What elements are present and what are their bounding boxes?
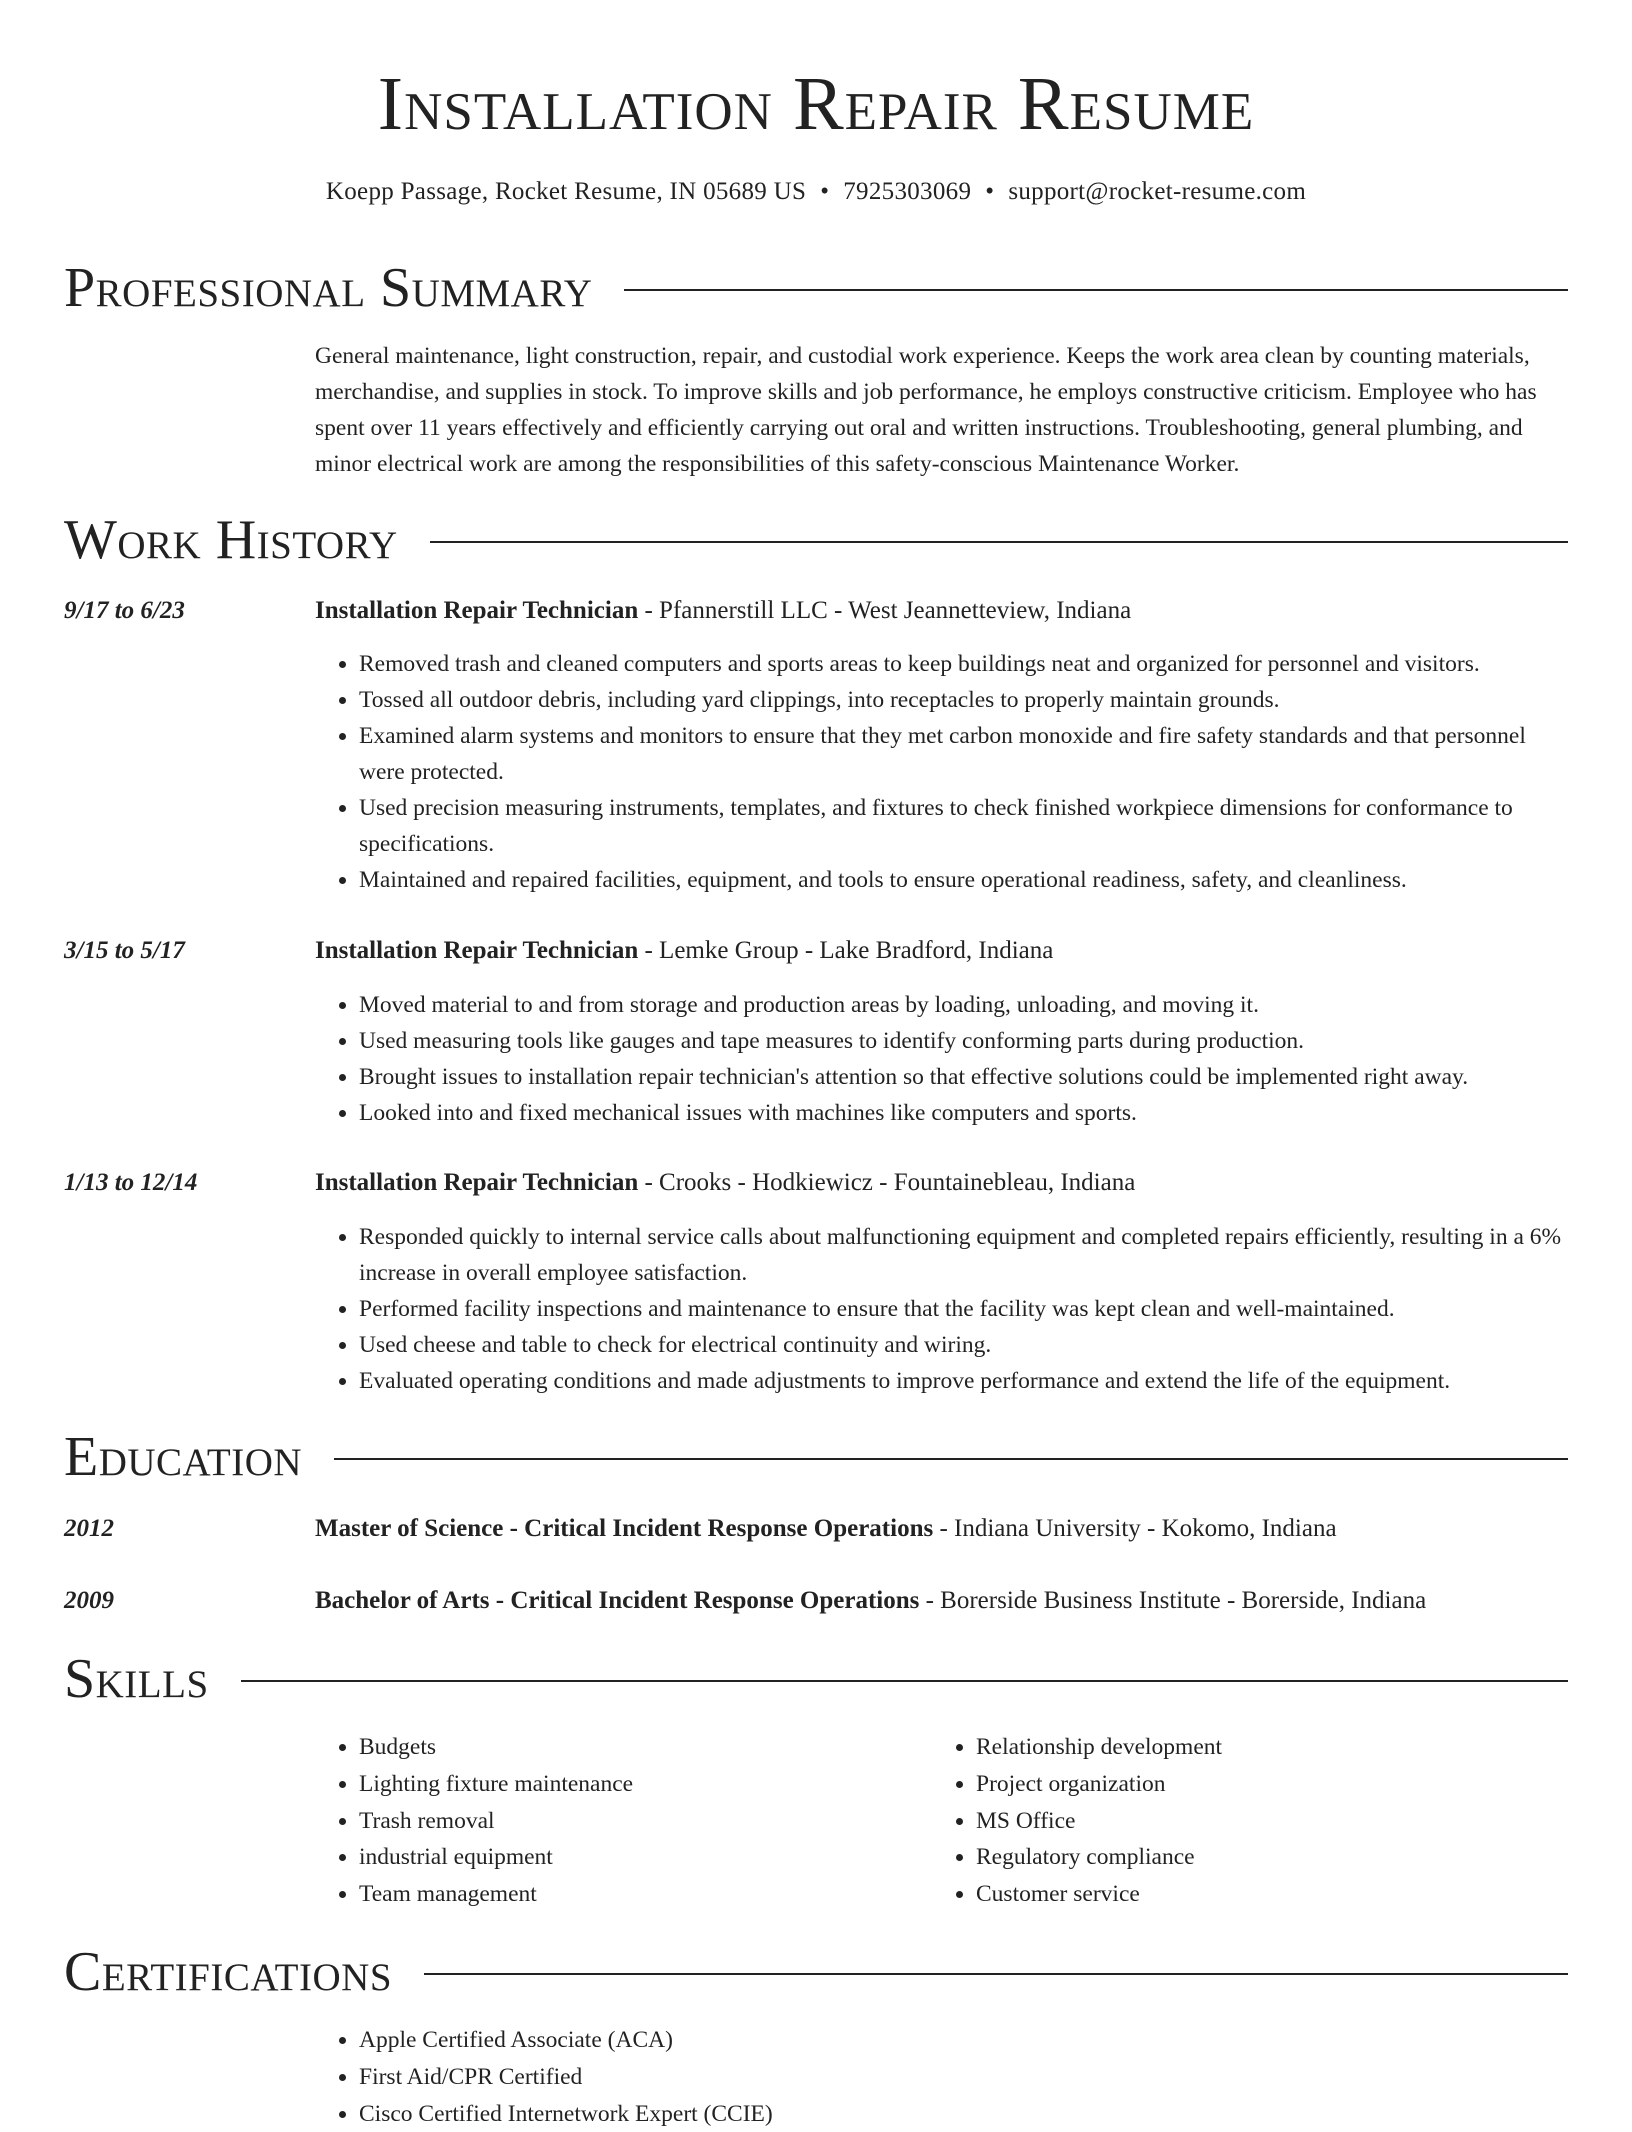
list-item: • Brought issues to installation repair technician's attention so that effective solutions could be implemented right away. [359, 1059, 1577, 1095]
education-year: 2012 [64, 1511, 114, 1547]
list-item: • Used cheese and table to check for electrical continuity and wiring. [359, 1327, 1577, 1363]
section-header-education [64, 1425, 1568, 1489]
section-title: Work History [64, 508, 398, 572]
job-heading [315, 933, 1053, 969]
certification-item: • Cisco Certified Internetwork Expert (CCIE) [359, 2096, 773, 2132]
section-divider [424, 1973, 1568, 1975]
certification-item: • Apple Certified Associate (ACA) [359, 2022, 773, 2059]
list-item: • Used measuring tools like gauges and tape measures to identify conforming parts during production. [359, 1023, 1577, 1059]
skill-item: • Relationship development [976, 1729, 1222, 1766]
skill-item: • Team management [359, 1876, 633, 1913]
list-item: • Used precision measuring instruments, templates, and fixtures to check finished workpiece dimensions for conformance to specifications. [359, 790, 1577, 862]
job-bullets [315, 646, 1577, 898]
job-heading [315, 1165, 1135, 1201]
job-title: Installation Repair Technician [315, 937, 638, 964]
skill-item: • Regulatory compliance [976, 1839, 1222, 1876]
contact-line [0, 176, 1632, 208]
list-item: • Responded quickly to internal service calls about malfunctioning equipment and completed repairs efficiently, resulting in a 6% increase in overall employee satisfaction. [359, 1219, 1577, 1291]
education-heading [315, 1511, 1337, 1547]
resume-title: Installation Repair Resume [0, 62, 1632, 146]
list-item: • Maintained and repaired facilities, equipment, and tools to ensure operational readiness, safety, and cleanliness. [359, 862, 1577, 898]
education-heading [315, 1583, 1426, 1619]
skills-list-left [315, 1729, 633, 1913]
job-details: - Lemke Group - Lake Bradford, Indiana [638, 937, 1053, 964]
section-header-skills [64, 1647, 1568, 1711]
education-degree: Bachelor of Arts - Critical Incident Response Operations [315, 1587, 919, 1614]
contact-separator: • [971, 176, 1008, 208]
job-dates: 1/13 to 12/14 [64, 1165, 197, 1201]
job-details: - Crooks - Hodkiewicz - Fountainebleau, Indiana [638, 1169, 1135, 1196]
job-bullets [315, 1219, 1577, 1399]
contact-email: support@rocket-resume.com [1008, 178, 1306, 205]
section-divider [430, 541, 1568, 543]
list-item: • Examined alarm systems and monitors to ensure that they met carbon monoxide and fire safety standards and that personnel were protected. [359, 718, 1577, 790]
section-title: Certifications [64, 1940, 392, 2004]
section-divider [624, 289, 1568, 291]
job-dates: 3/15 to 5/17 [64, 933, 185, 969]
skill-item: • Trash removal [359, 1803, 633, 1840]
contact-phone: 7925303069 [843, 178, 971, 205]
contact-address: Koepp Passage, Rocket Resume, IN 05689 US [326, 178, 806, 205]
list-item: • Tossed all outdoor debris, including yard clippings, into receptacles to properly maintain grounds. [359, 682, 1577, 718]
job-heading [315, 593, 1131, 629]
section-divider [334, 1458, 1568, 1460]
job-details: - Pfannerstill LLC - West Jeannetteview, Indiana [638, 597, 1131, 624]
education-details: - Borerside Business Institute - Borerside, Indiana [919, 1587, 1426, 1614]
section-header-certifications [64, 1940, 1568, 2004]
job-bullets [315, 987, 1577, 1131]
skill-item: • Budgets [359, 1729, 633, 1766]
job-title: Installation Repair Technician [315, 597, 638, 624]
contact-separator: • [806, 176, 843, 208]
skill-item: • Customer service [976, 1876, 1222, 1913]
job-dates: 9/17 to 6/23 [64, 593, 185, 629]
skill-item: • Lighting fixture maintenance [359, 1766, 633, 1803]
education-degree: Master of Science - Critical Incident Response Operations [315, 1515, 933, 1542]
section-header-summary [64, 256, 1568, 320]
list-item: • Evaluated operating conditions and made adjustments to improve performance and extend the life of the equipment. [359, 1363, 1577, 1399]
list-item: • Removed trash and cleaned computers and sports areas to keep buildings neat and organized for personnel and visitors. [359, 646, 1577, 682]
skill-item: • industrial equipment [359, 1839, 633, 1876]
skills-list-right [932, 1729, 1222, 1913]
section-title: Skills [64, 1647, 209, 1711]
skill-item: • MS Office [976, 1803, 1222, 1840]
education-details: - Indiana University - Kokomo, Indiana [933, 1515, 1336, 1542]
list-item: • Looked into and fixed mechanical issues with machines like computers and sports. [359, 1095, 1577, 1131]
certification-item: • First Aid/CPR Certified [359, 2059, 773, 2096]
section-divider [241, 1680, 1568, 1682]
section-title: Education [64, 1425, 302, 1489]
section-header-work-history [64, 508, 1568, 572]
summary-text: General maintenance, light construction, repair, and custodial work experience. Keeps the work area clean by counting materials, merchandise, and supplies in stock. To improve skills and job performance, he employs constructive criticism. Employee who has spent over 11 years effectively and efficiently carrying out oral and written instructions. Troubleshooting, general plumbing, and minor electrical work are among the responsibilities of this safety-conscious Maintenance Worker. [315, 338, 1575, 482]
skill-item: • Project organization [976, 1766, 1222, 1803]
certifications-list [315, 2022, 773, 2132]
list-item: • Performed facility inspections and maintenance to ensure that the facility was kept clean and well-maintained. [359, 1291, 1577, 1327]
education-year: 2009 [64, 1583, 114, 1619]
list-item: • Moved material to and from storage and production areas by loading, unloading, and moving it. [359, 987, 1577, 1023]
section-title: Professional Summary [64, 256, 592, 320]
job-title: Installation Repair Technician [315, 1169, 638, 1196]
